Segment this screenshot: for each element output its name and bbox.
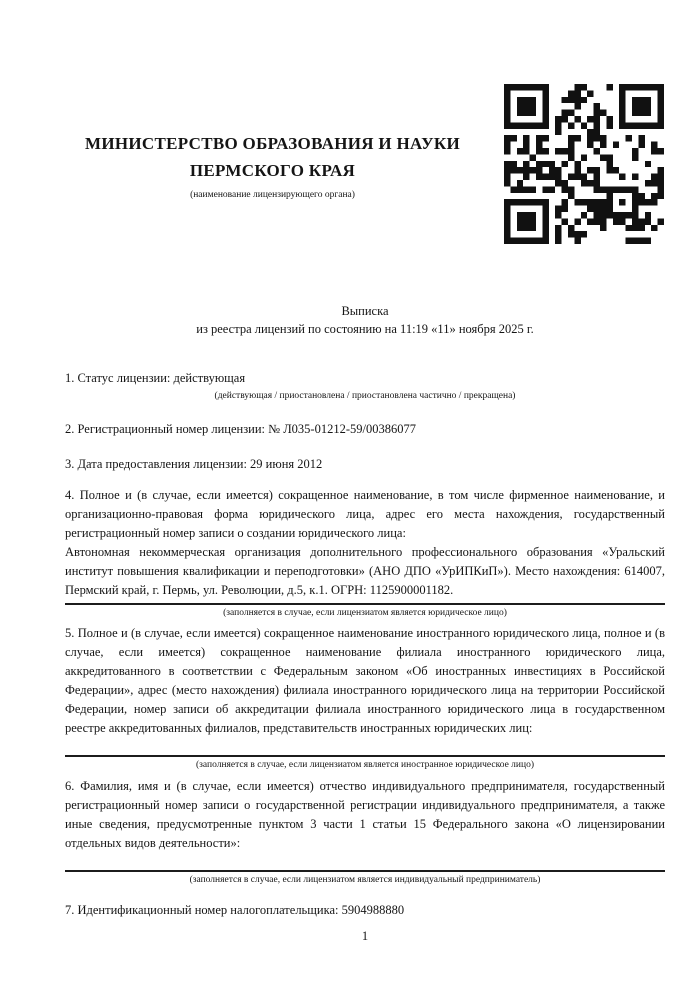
inn-text: 7. Идентификационный номер налогоплательщика: 5904988880 (65, 903, 405, 917)
entrepreneur-text: 6. Фамилия, имя и (в случае, если имеется) отчество индивидуального предпринимателя, государственный регистрационный номер записи о государственной регистрации индивидуального предпринимателя, а также иные сведения, предусмотренные пунктом 3 части 1 статьи 15 Федерального закона «О лицензировании отдельных видов деятельности»: (65, 779, 665, 850)
fill-line (65, 755, 665, 757)
license-status-item (65, 369, 665, 403)
registration-number-item (65, 420, 665, 439)
ministry-name: МИНИСТЕРСТВО ОБРАЗОВАНИЯ И НАУКИ ПЕРМСКОГО КРАЯ (84, 134, 461, 180)
page-number: 1 (361, 929, 369, 943)
document-title (65, 303, 665, 338)
foreign-entity-caption: (заполняется в случае, если лицензиатом является иностранное юридическое лицо) (196, 760, 534, 770)
entrepreneur-item (65, 777, 665, 887)
document-title-line2: из реестра лицензий по состоянию на 11:19 «11» ноября 2025 г. (196, 321, 534, 336)
legal-entity-item (65, 486, 665, 620)
licensing-authority-caption: (наименование лицензирующего органа) (190, 190, 355, 200)
legal-entity-details: Автономная некоммерческая организация дополнительного профессионального образования «Уральский институт повышения квалификации и переподготовки» (АНО ДПО «УрИПКиП»). Место нахождения: 614007, Пермский край, г. Пермь, ул. Революции, д.5, к.1. ОГРН: 1125900001182. (65, 545, 665, 597)
status-options-caption: (действующая / приостановлена / приостановлена частично / прекращена) (214, 391, 516, 401)
document-title-line1: Выписка (341, 304, 389, 318)
fill-line (65, 603, 665, 605)
license-date-item (65, 455, 665, 474)
license-status-text: 1. Статус лицензии: действующая (65, 371, 246, 385)
foreign-entity-item (65, 624, 665, 772)
foreign-entity-text: 5. Полное и (в случае, если имеется) сокращенное наименование иностранного юридического лица, полное и (в случае, если имеется) сокращенное наименование филиала иностранного юридического лица, аккредитованного в соответствии с Федеральным законом «Об иностранных инвестициях в Российской Федерации», адрес (место нахождения) филиала иностранного юридического лица на территории Российской Федерации, номер записи об аккредитации филиала иностранного юридического лица в государственном реестре аккредитованных филиалов, представительств иностранных юридических лиц: (65, 626, 665, 735)
registration-number-text: 2. Регистрационный номер лицензии: № Л035-01212-59/00386077 (65, 422, 416, 436)
entrepreneur-caption: (заполняется в случае, если лицензиатом является индивидуальный предприниматель) (189, 875, 541, 885)
legal-entity-text: 4. Полное и (в случае, если имеется) сокращенное наименование, в том числе фирменное наименование, и организационно-правовая форма юридического лица, адрес его места нахождения, государственный регистрационный номер записи о создании юридического лица: (65, 488, 665, 540)
inn-item (65, 901, 665, 920)
legal-entity-caption: (заполняется в случае, если лицензиатом является юридическое лицо) (223, 608, 507, 618)
qr-code-icon (504, 84, 664, 244)
license-date-text: 3. Дата предоставления лицензии: 29 июня 2012 (65, 457, 323, 471)
fill-line (65, 870, 665, 872)
